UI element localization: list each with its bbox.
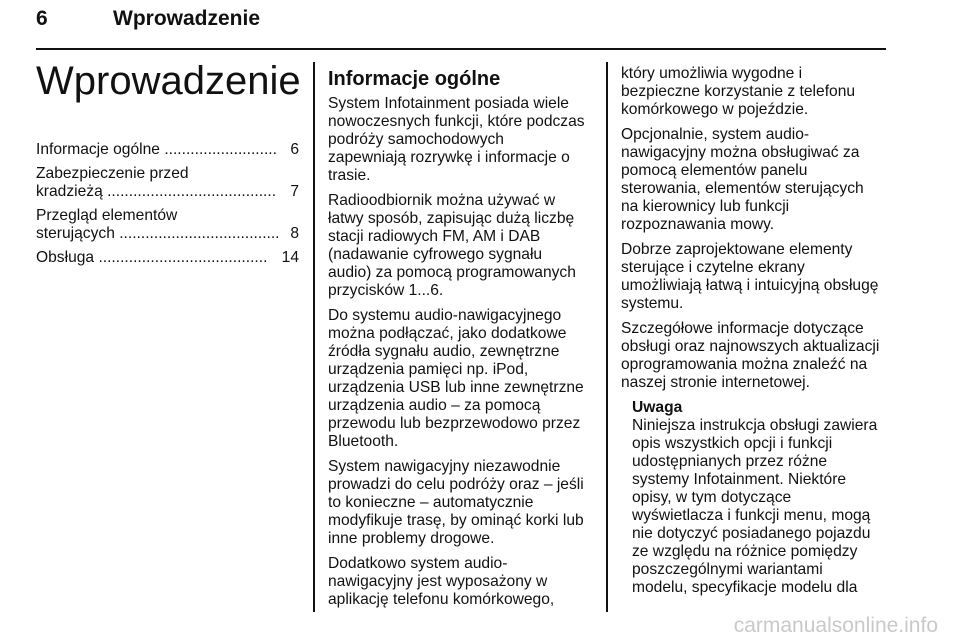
toc-entry[interactable] (36, 249, 299, 267)
text-line: rozpoznawania mowy. (621, 216, 775, 233)
text-line: bezpieczne korzystanie z telefonu (621, 83, 856, 100)
text-line: (nadawanie cyfrowego sygnału (328, 246, 543, 263)
body-paragraph (621, 241, 891, 313)
toc-entry-label: Zabezpieczenie przed (36, 165, 189, 182)
text-line: nowoczesnych funkcji, które podczas (328, 113, 585, 130)
note-line: systemy Infotainment. Niektóre (632, 471, 847, 488)
running-header-title: Wprowadzenie (113, 7, 261, 30)
text-line: umożliwiają łatwą i intuicyjną obsługę (621, 277, 879, 294)
note-line: nie dotyczyć posiadanego pojazdu (632, 525, 871, 542)
body-paragraph (328, 307, 594, 451)
toc-entry-row (36, 249, 299, 267)
note-line: poszczególnymi wariantami (632, 561, 823, 578)
toc-entry-label: kradzieżą (36, 183, 103, 200)
toc-entry[interactable] (36, 207, 299, 243)
text-line: łatwy sposób, zapisując dużą liczbę (328, 210, 575, 227)
text-line: sterujące i czytelne ekrany (621, 259, 805, 276)
toc-leader-dots: ....................................... (98, 249, 268, 266)
text-line: aplikację telefonu komórkowego, (328, 591, 555, 608)
toc-entry-label: Przegląd elementów (36, 207, 178, 224)
text-line: podróży samochodowych (328, 131, 504, 148)
column-divider-right (606, 62, 608, 612)
toc-entry-row (36, 225, 299, 243)
body-paragraph (621, 126, 891, 234)
text-line: urządzenia USB lub inne zewnętrzne (328, 379, 584, 396)
text-line: naszej stronie internetowej. (621, 374, 810, 391)
text-line: modyfikuje trasę, by ominąć korki lub (328, 512, 584, 529)
text-line: pomocą elementów panelu (621, 162, 808, 179)
text-line: audio) za pomocą programowanych (328, 264, 576, 281)
text-line: urządzenia audio – za pomocą (328, 397, 541, 414)
text-line: Dodatkowo system audio- (328, 555, 508, 572)
text-line: Opcjonalnie, system audio- (621, 126, 810, 143)
text-line: Bluetooth. (328, 433, 399, 450)
text-line: inne problemy drogowe. (328, 530, 495, 547)
body-paragraph (621, 65, 891, 119)
table-of-contents (36, 141, 299, 273)
text-line: systemu. (621, 295, 684, 312)
toc-page-number: 7 (290, 183, 299, 200)
body-paragraph (328, 192, 594, 300)
toc-leader-dots: .......................... (164, 141, 277, 158)
toc-entry[interactable] (36, 141, 299, 159)
text-line: Do systemu audio-nawigacyjnego (328, 307, 562, 324)
note-line: Niniejsza instrukcja obsługi zawiera (632, 417, 878, 434)
note-line: ze względu na różnice pomiędzy (632, 543, 858, 560)
text-line: prowadzi do celu podróży oraz – jeśli (328, 476, 584, 493)
toc-entry-label: Obsługa (36, 249, 95, 266)
header-rule (36, 48, 886, 50)
column-three (621, 65, 891, 597)
note-line: udostępnianych przez różne (632, 453, 828, 470)
body-paragraph (621, 320, 891, 392)
text-line: Szczegółowe informacje dotyczące (621, 320, 864, 337)
text-line: komórkowego w pojeździe. (621, 101, 809, 118)
text-line: źródła sygnału audio, zewnętrzne (328, 343, 560, 360)
toc-entry-label: Informacje ogólne (36, 141, 160, 158)
text-line: System Infotainment posiada wiele (328, 95, 569, 112)
note-line: modelu, specyfikacje modelu dla (632, 579, 858, 596)
text-line: to konieczne – automatycznie (328, 494, 534, 511)
toc-page-number: 8 (290, 225, 299, 242)
text-line: urządzenia pamięci np. iPod, (328, 361, 529, 378)
text-line: Radioodbiornik można używać w (328, 192, 556, 209)
text-line: nawigacyjny można obsługiwać za (621, 144, 860, 161)
toc-page-number: 6 (290, 141, 299, 158)
text-line: na kierownicy lub funkcji (621, 198, 790, 215)
toc-leader-dots: ..................................... (119, 225, 280, 242)
toc-leader-dots: ....................................... (107, 183, 277, 200)
text-line: przycisków 1...6. (328, 282, 444, 299)
toc-entry-label: sterujących (36, 225, 115, 242)
column-divider-left (313, 62, 315, 612)
text-line: obsługi oraz najnowszych aktualizacji (621, 338, 880, 355)
text-line: trasie. (328, 167, 371, 184)
text-line: można podłączać, jako dodatkowe (328, 325, 567, 342)
toc-entry-row (36, 141, 299, 159)
text-line: sterowania, elementów sterujących (621, 180, 864, 197)
note-line: wyświetlacza i funkcji menu, mogą (632, 507, 871, 524)
watermark: carmanualsonline.info (733, 614, 938, 637)
text-line: System nawigacyjny niezawodnie (328, 458, 561, 475)
page-number: 6 (36, 7, 48, 30)
note-box (632, 399, 891, 597)
note-line: opis wszystkich opcji i funkcji (632, 435, 833, 452)
body-paragraph (328, 555, 594, 609)
text-line: przewodu lub bezprzewodowo przez (328, 415, 581, 432)
body-paragraph (328, 95, 594, 185)
text-line: stacji radiowych FM, AM i DAB (328, 228, 541, 245)
text-line: Dobrze zaprojektowane elementy (621, 241, 853, 258)
toc-entry-row (36, 183, 299, 201)
note-title: Uwaga (632, 399, 683, 416)
text-line: zapewniają rozrywkę i informacje o (328, 149, 570, 166)
chapter-title: Wprowadzenie (36, 59, 301, 103)
body-paragraph (328, 458, 594, 548)
section-heading: Informacje ogólne (328, 68, 501, 90)
toc-page-number: 14 (281, 249, 299, 266)
column-two (328, 65, 594, 616)
text-line: nawigacyjny jest wyposażony w (328, 573, 548, 590)
text-line: który umożliwia wygodne i (621, 65, 803, 82)
note-line: opisy, w tym dotyczące (632, 489, 792, 506)
text-line: oprogramowania można znaleźć na (621, 356, 868, 373)
toc-entry[interactable] (36, 165, 299, 201)
